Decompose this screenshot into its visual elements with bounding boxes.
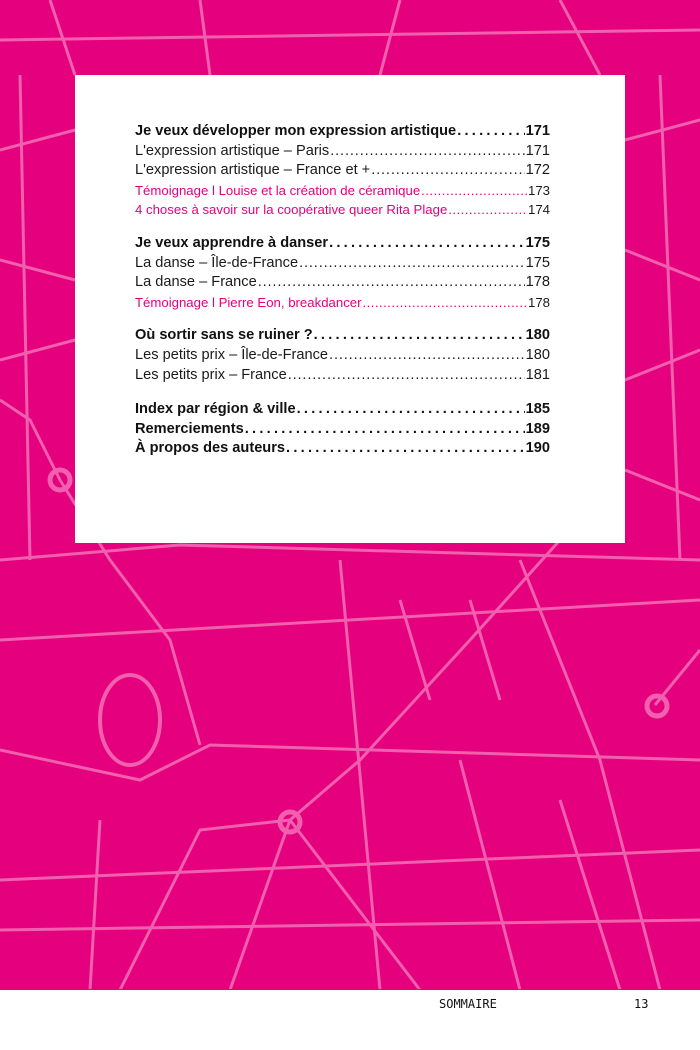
dot-leader bbox=[329, 346, 525, 366]
toc-page-number: 185 bbox=[525, 401, 550, 418]
toc-label: À propos des auteurs bbox=[135, 440, 286, 457]
toc-feature-entry[interactable] bbox=[135, 200, 550, 220]
dot-leader bbox=[299, 254, 525, 274]
dot-leader bbox=[258, 273, 525, 293]
dot-leader bbox=[457, 122, 524, 142]
toc-section-heading[interactable] bbox=[135, 326, 550, 346]
toc-page-number: 190 bbox=[525, 440, 550, 457]
dot-leader bbox=[286, 439, 525, 459]
toc-page-number: 178 bbox=[527, 294, 550, 310]
footer-divider bbox=[0, 989, 700, 990]
toc-label: 4 choses à savoir sur la coopérative queer Rita Plage bbox=[135, 202, 448, 218]
toc-label: Je veux développer mon expression artistique bbox=[135, 123, 457, 139]
dot-leader bbox=[363, 293, 527, 313]
toc-page-number: 181 bbox=[525, 366, 550, 383]
toc-feature-entry[interactable] bbox=[135, 181, 550, 201]
toc-entry[interactable] bbox=[135, 142, 550, 162]
toc-label: Témoignage l Pierre Eon, breakdancer bbox=[135, 294, 362, 310]
toc-page-number: 174 bbox=[527, 202, 550, 218]
toc-label: Où sortir sans se ruiner ? bbox=[135, 327, 313, 344]
toc-label: La danse – France bbox=[135, 274, 257, 291]
toc-section-heading[interactable] bbox=[135, 122, 550, 142]
dot-leader bbox=[330, 142, 524, 162]
toc-page-number: 171 bbox=[525, 123, 550, 139]
toc-label: Remerciements bbox=[135, 420, 244, 437]
toc-page-number: 180 bbox=[525, 346, 550, 363]
dot-leader bbox=[297, 400, 525, 420]
running-footer-title: SOMMAIRE bbox=[439, 997, 497, 1011]
toc-entry[interactable] bbox=[135, 366, 550, 386]
toc-entry[interactable] bbox=[135, 273, 550, 293]
table-of-contents bbox=[135, 122, 550, 459]
toc-page-number: 180 bbox=[525, 327, 550, 344]
dot-leader bbox=[314, 326, 525, 346]
toc-label: Les petits prix – France bbox=[135, 366, 287, 383]
toc-page-number: 189 bbox=[525, 420, 550, 437]
toc-page-number: 178 bbox=[525, 274, 550, 291]
toc-page-number: 171 bbox=[525, 142, 550, 159]
toc-page-number: 175 bbox=[525, 254, 550, 271]
toc-label: Index par région & ville bbox=[135, 401, 296, 418]
toc-entry[interactable] bbox=[135, 254, 550, 274]
toc-label: L'expression artistique – France et + bbox=[135, 162, 371, 179]
toc-section-heading[interactable] bbox=[135, 420, 550, 440]
dot-leader bbox=[245, 420, 525, 440]
toc-page-number: 175 bbox=[525, 234, 550, 251]
toc-entry[interactable] bbox=[135, 346, 550, 366]
table-of-contents-panel bbox=[75, 75, 625, 543]
dot-leader bbox=[371, 161, 524, 181]
dot-leader bbox=[329, 234, 525, 254]
toc-page-number: 172 bbox=[525, 162, 550, 179]
page-number: 13 bbox=[634, 997, 649, 1011]
toc-label: La danse – Île-de-France bbox=[135, 254, 299, 271]
toc-section-heading[interactable] bbox=[135, 400, 550, 420]
toc-page-number: 173 bbox=[527, 182, 550, 198]
toc-label: Témoignage l Louise et la création de céramique bbox=[135, 182, 421, 198]
dot-leader bbox=[421, 181, 527, 201]
toc-label: L'expression artistique – Paris bbox=[135, 142, 330, 159]
toc-label: Je veux apprendre à danser bbox=[135, 234, 329, 251]
toc-section-heading[interactable] bbox=[135, 234, 550, 254]
toc-feature-entry[interactable] bbox=[135, 293, 550, 313]
toc-label: Les petits prix – Île-de-France bbox=[135, 346, 329, 363]
dot-leader bbox=[288, 366, 525, 386]
toc-entry[interactable] bbox=[135, 161, 550, 181]
dot-leader bbox=[448, 200, 527, 220]
toc-section-heading[interactable] bbox=[135, 439, 550, 459]
